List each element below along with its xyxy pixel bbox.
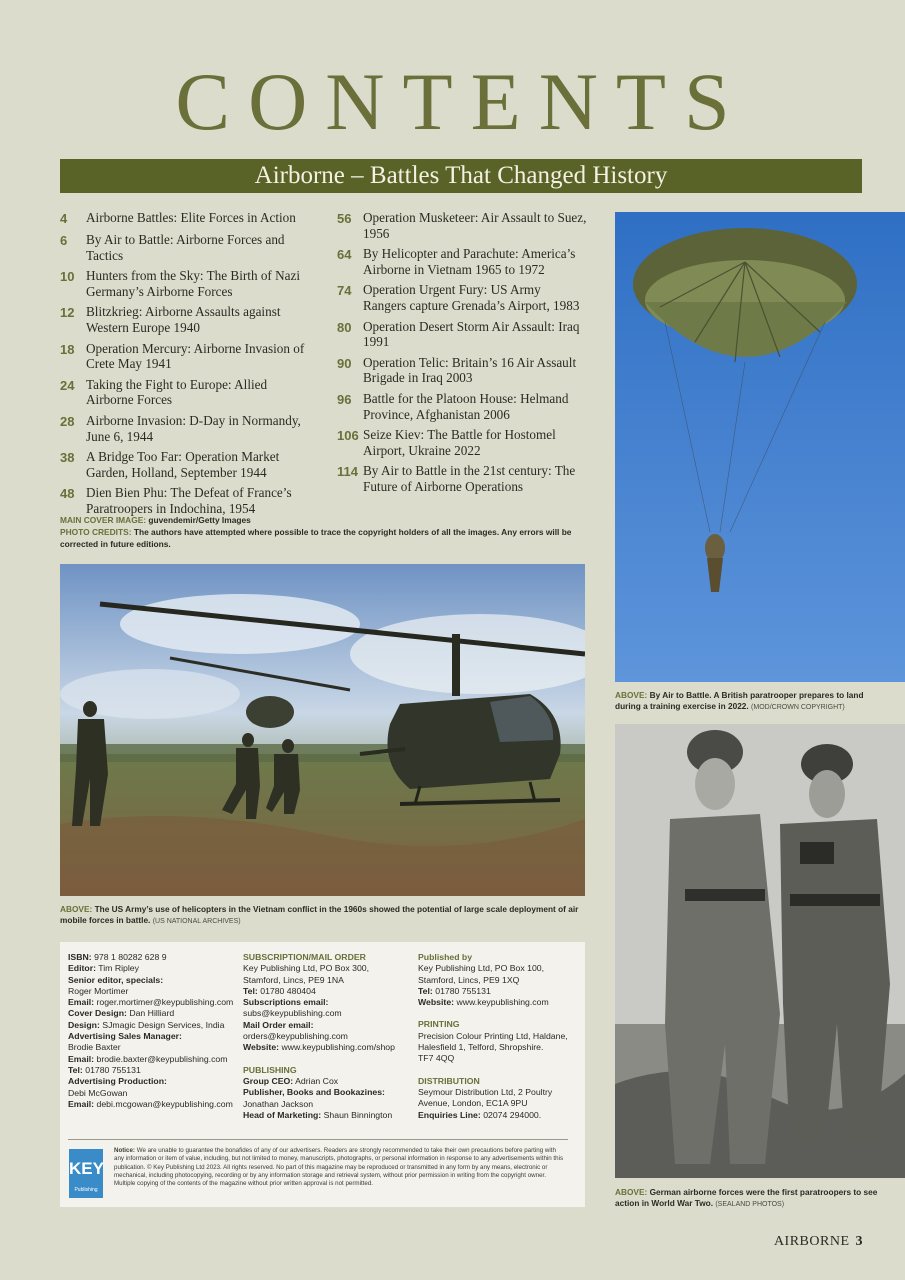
toc-entry-title: Operation Mercury: Airborne Invasion of Crete May 1941 <box>86 340 305 372</box>
toc-entry-title: Operation Musketeer: Air Assault to Suez, 1956 <box>363 210 587 241</box>
toc-entry-title: By Helicopter and Parachute: America’s Airborne in Vietnam 1965 to 1972 <box>363 246 576 277</box>
caption-ww2: ABOVE: German airborne forces were the first paratroopers to see action in World War Two. (SEALAND PHOTOS) <box>615 1187 878 1208</box>
toc-page-number: 106 <box>337 428 359 444</box>
toc-page-number: 114 <box>337 464 358 480</box>
toc-page-number: 56 <box>337 211 352 226</box>
toc-entry-title: By Air to Battle in the 21st century: The Future of Airborne Operations <box>363 463 576 494</box>
toc-entry[interactable] <box>337 282 587 313</box>
toc-entry-title: Hunters from the Sky: The Birth of Nazi Germany’s Airborne Forces <box>86 268 301 299</box>
website-link[interactable]: www.keypublishing.com <box>456 997 549 1008</box>
toc-entry[interactable] <box>60 268 305 299</box>
email-link[interactable]: brodie.baxter@keypublishing.com <box>96 1053 228 1064</box>
toc-page-number: 24 <box>60 377 75 393</box>
key-publishing-logo: KEY Publishing <box>69 1149 103 1198</box>
toc-entry[interactable] <box>60 210 305 227</box>
photo-credits: PHOTO CREDITS: The authors have attempted where possible to trace the copyright holders of all the images. Any errors will be corrected in future editions. <box>60 527 572 549</box>
toc-entry-title: Seize Kiev: The Battle for Hostomel Airport, Ukraine 2022 <box>363 427 556 458</box>
toc-page-number: 6 <box>60 233 68 248</box>
toc-page-number: 48 <box>60 486 75 502</box>
toc-entry[interactable] <box>337 427 587 458</box>
toc-entry-title: Operation Telic: Britain’s 16 Air Assault Brigade in Iraq 2003 <box>363 354 577 386</box>
legal-notice: Notice: We are unable to guarantee the bonafides of any of our advertisers. Readers are strongly recommended to take their own precautions before parting with any information or item of value, including, but not limited to money, manuscripts, photographs, or personal information in response to any advertisements within this publication. © Key Publishing Ltd 2023. All rights reserved. No part of this magazine may be reproduced or transmitted in any form by any means, electronic or mechanical, including photocopying, recording or by any information storage and retrieval system, without prior permission in writing from the copyright owner. Multiple copying of the contents of the magazine without prior written approval is not permitted. <box>114 1147 564 1188</box>
toc-entry-title: By Air to Battle: Airborne Forces and Tactics <box>86 232 285 263</box>
toc-entry-title: Operation Desert Storm Air Assault: Iraq 1991 <box>363 318 580 350</box>
toc-page-number: 38 <box>60 450 75 466</box>
toc-page-number: 64 <box>337 247 352 263</box>
website-link[interactable]: www.keypublishing.com/shop <box>281 1042 395 1053</box>
toc-page-number: 28 <box>60 413 75 429</box>
masthead-col-editorial: ISBN: 978 1 80282 628 9 Editor: Tim Ripley Senior editor, specials: Roger Mortimer Email: roger.mortimer@keypublishing.com Cover Design: Dan Hilliard Design: SJmagic Design Services, India Advertising Sales Manager: Brodie Baxter Email: brodie.baxter@keypublishing.com Tel: 01780 755131 Advertising Production: Debi McGowan Email: debi.mcgowan@keypublishing.com <box>68 952 234 1109</box>
paratrooper-photo <box>615 212 905 682</box>
masthead-col-publisher: Published by Key Publishing Ltd, PO Box 100, Stamford, Lincs, PE9 1XQ Tel: 01780 755131 Website: www.keypublishing.com PRINTING Precision Colour Printing Ltd, Haldane, Halesfield 1, Telford, Shropshire. TF7 4QQ DISTRIBUTION Seymour Distribution Ltd, 2 Poultry Avenue, London, EC1A 9PU Enquiries Line: 02074 294000. <box>418 952 568 1120</box>
toc-entry-title: Airborne Invasion: D-Day in Normandy, June 6, 1944 <box>86 412 301 444</box>
toc-entry[interactable] <box>337 210 587 241</box>
email-link[interactable]: debi.mcgowan@keypublishing.com <box>96 1098 233 1109</box>
toc-right-column <box>337 210 587 500</box>
credits-block <box>60 514 585 550</box>
email-link[interactable]: subs@keypublishing.com <box>243 1008 342 1019</box>
caption-paratrooper: ABOVE: By Air to Battle. A British paratrooper prepares to land during a training exercise in 2022. (MOD/CROWN COPYRIGHT) <box>615 690 864 711</box>
page-title: CONTENTS <box>175 56 748 147</box>
toc-entry[interactable] <box>337 246 587 277</box>
german-paratroopers-photo <box>615 724 905 1178</box>
toc-entry[interactable] <box>60 485 305 516</box>
masthead-col-subscription: SUBSCRIPTION/MAIL ORDER Key Publishing Ltd, PO Box 300, Stamford, Lincs, PE9 1NA Tel: 01780 480404 Subscriptions email: subs@keypublishing.com Mail Order email: orders@keypublishing.com Website: www.keypublishing.com/shop PUBLISHING Group CEO: Adrian Cox Publisher, Books and Bookazines: Jonathan Jackson Head of Marketing: Shaun Binnington <box>243 952 415 1121</box>
toc-page-number: 10 <box>60 269 75 285</box>
vietnam-helicopter-photo <box>60 564 585 896</box>
toc-page-number: 96 <box>337 391 352 407</box>
toc-entry[interactable] <box>60 449 305 480</box>
issue-banner: Airborne – Battles That Changed History <box>60 159 862 193</box>
toc-entry[interactable] <box>60 232 305 263</box>
toc-page-number: 80 <box>337 319 352 335</box>
toc-entry[interactable] <box>60 304 305 335</box>
toc-page-number: 12 <box>60 305 75 321</box>
toc-entry[interactable] <box>337 391 587 422</box>
masthead-box <box>60 942 585 1207</box>
email-link[interactable]: roger.mortimer@keypublishing.com <box>96 997 234 1008</box>
caption-helicopter: ABOVE: The US Army’s use of helicopters in the Vietnam conflict in the 1960s showed the potential of large scale deployment of air mobile forces in battle. (US NATIONAL ARCHIVES) <box>60 904 579 925</box>
toc-entry-title: Dien Bien Phu: The Defeat of France’s Paratroopers in Indochina, 1954 <box>86 485 292 516</box>
page-folio: AIRBORNE 3 <box>773 1234 863 1249</box>
toc-entry-title: Operation Urgent Fury: US Army Rangers capture Grenada’s Airport, 1983 <box>363 282 580 313</box>
toc-entry[interactable] <box>337 319 587 350</box>
toc-entry-title: A Bridge Too Far: Operation Market Garden, Holland, September 1944 <box>86 449 280 480</box>
toc-entry-title: Airborne Battles: Elite Forces in Action <box>86 210 296 225</box>
toc-entry[interactable] <box>60 413 305 444</box>
toc-entry-title: Battle for the Platoon House: Helmand Province, Afghanistan 2006 <box>363 390 569 422</box>
toc-entry-title: Blitzkrieg: Airborne Assaults against Western Europe 1940 <box>86 304 281 335</box>
toc-entry-title: Taking the Fight to Europe: Allied Airborne Forces <box>86 376 268 408</box>
email-link[interactable]: orders@keypublishing.com <box>243 1031 348 1042</box>
toc-page-number: 74 <box>337 283 352 299</box>
toc-entry[interactable] <box>337 355 587 386</box>
toc-left-column <box>60 210 305 522</box>
main-cover-credit: MAIN COVER IMAGE: guvendemir/Getty Images <box>60 515 251 525</box>
toc-page-number: 4 <box>60 211 68 226</box>
toc-page-number: 90 <box>337 355 352 371</box>
toc-entry[interactable] <box>337 463 587 494</box>
toc-entry[interactable] <box>60 341 305 372</box>
toc-entry[interactable] <box>60 377 305 408</box>
toc-page-number: 18 <box>60 341 75 357</box>
divider <box>68 1139 568 1140</box>
